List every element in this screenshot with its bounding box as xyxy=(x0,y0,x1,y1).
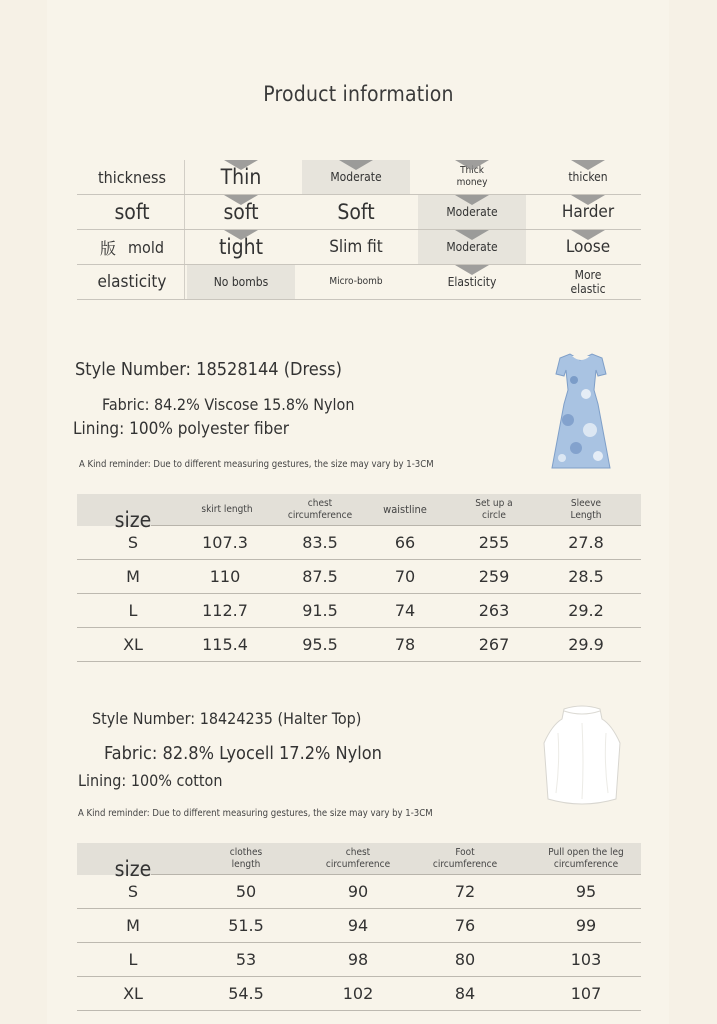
attribute-option: Moderate xyxy=(418,195,526,229)
attribute-option: Micro-bomb xyxy=(329,276,383,287)
attribute-option: Thick money xyxy=(418,160,526,194)
attribute-option: Loose xyxy=(534,230,642,264)
attribute-label: 版 mold xyxy=(100,237,164,258)
lining-info: Lining: 100% cotton xyxy=(78,771,223,790)
dress-image xyxy=(546,350,616,472)
fabric-info: Fabric: 84.2% Viscose 15.8% Nylon xyxy=(102,395,355,414)
size-reminder: A Kind reminder: Due to different measuring gestures, the size may vary by 1-3CM xyxy=(79,459,434,470)
attribute-option: Elasticity xyxy=(418,265,526,299)
table-row: M 51.5 94 76 99 xyxy=(77,909,641,943)
size-reminder: A Kind reminder: Due to different measuring gestures, the size may vary by 1-3CM xyxy=(78,808,433,819)
attribute-option: Soft xyxy=(337,200,375,224)
attribute-option: Moderate xyxy=(418,230,526,264)
lining-info: Lining: 100% polyester fiber xyxy=(73,419,290,439)
attribute-option: soft xyxy=(187,195,295,229)
attribute-option: thicken xyxy=(534,160,642,194)
table-row: S 107.3 83.5 66 255 27.8 xyxy=(77,526,641,560)
style-number: Style Number: 18528144 (Dress) xyxy=(75,359,342,380)
page-title: Product information xyxy=(263,82,454,106)
table-row: M 110 87.5 70 259 28.5 xyxy=(77,560,641,594)
table-row: S 50 90 72 95 xyxy=(77,875,641,909)
attribute-option: Moderate xyxy=(302,160,410,194)
table-row: XL 54.5 102 84 107 xyxy=(77,977,641,1011)
table-row: L 53 98 80 103 xyxy=(77,943,641,977)
attribute-row-mold xyxy=(77,230,641,265)
table-row: L 112.7 91.5 74 263 29.2 xyxy=(77,594,641,628)
size-table-halter-top xyxy=(77,843,641,1011)
table-header: size clothes length chest circumference Foot circumference Pull open the leg circumference xyxy=(77,843,641,875)
fabric-info: Fabric: 82.8% Lyocell 17.2% Nylon xyxy=(104,743,382,764)
halter-top-image xyxy=(536,703,628,807)
size-table-dress xyxy=(77,494,641,662)
attribute-label: thickness xyxy=(98,167,166,187)
attribute-row-soft xyxy=(77,195,641,230)
attribute-grid xyxy=(77,160,641,300)
style-number: Style Number: 18424235 (Halter Top) xyxy=(92,709,362,728)
attribute-label: elasticity xyxy=(97,272,167,292)
attribute-option: tight xyxy=(187,230,295,264)
attribute-option: No bombs xyxy=(187,265,295,299)
attribute-option: Harder xyxy=(534,195,642,229)
attribute-option: More elastic xyxy=(570,268,606,296)
table-row: XL 115.4 95.5 78 267 29.9 xyxy=(77,628,641,662)
attribute-option: Slim fit xyxy=(329,237,383,257)
attribute-option: Thin xyxy=(187,160,295,194)
attribute-row-thickness xyxy=(77,160,641,195)
attribute-label: soft xyxy=(114,200,150,224)
attribute-row-elasticity xyxy=(77,265,641,300)
table-header: size skirt length chest circumference waistline Set up a circle Sleeve Length xyxy=(77,494,641,526)
